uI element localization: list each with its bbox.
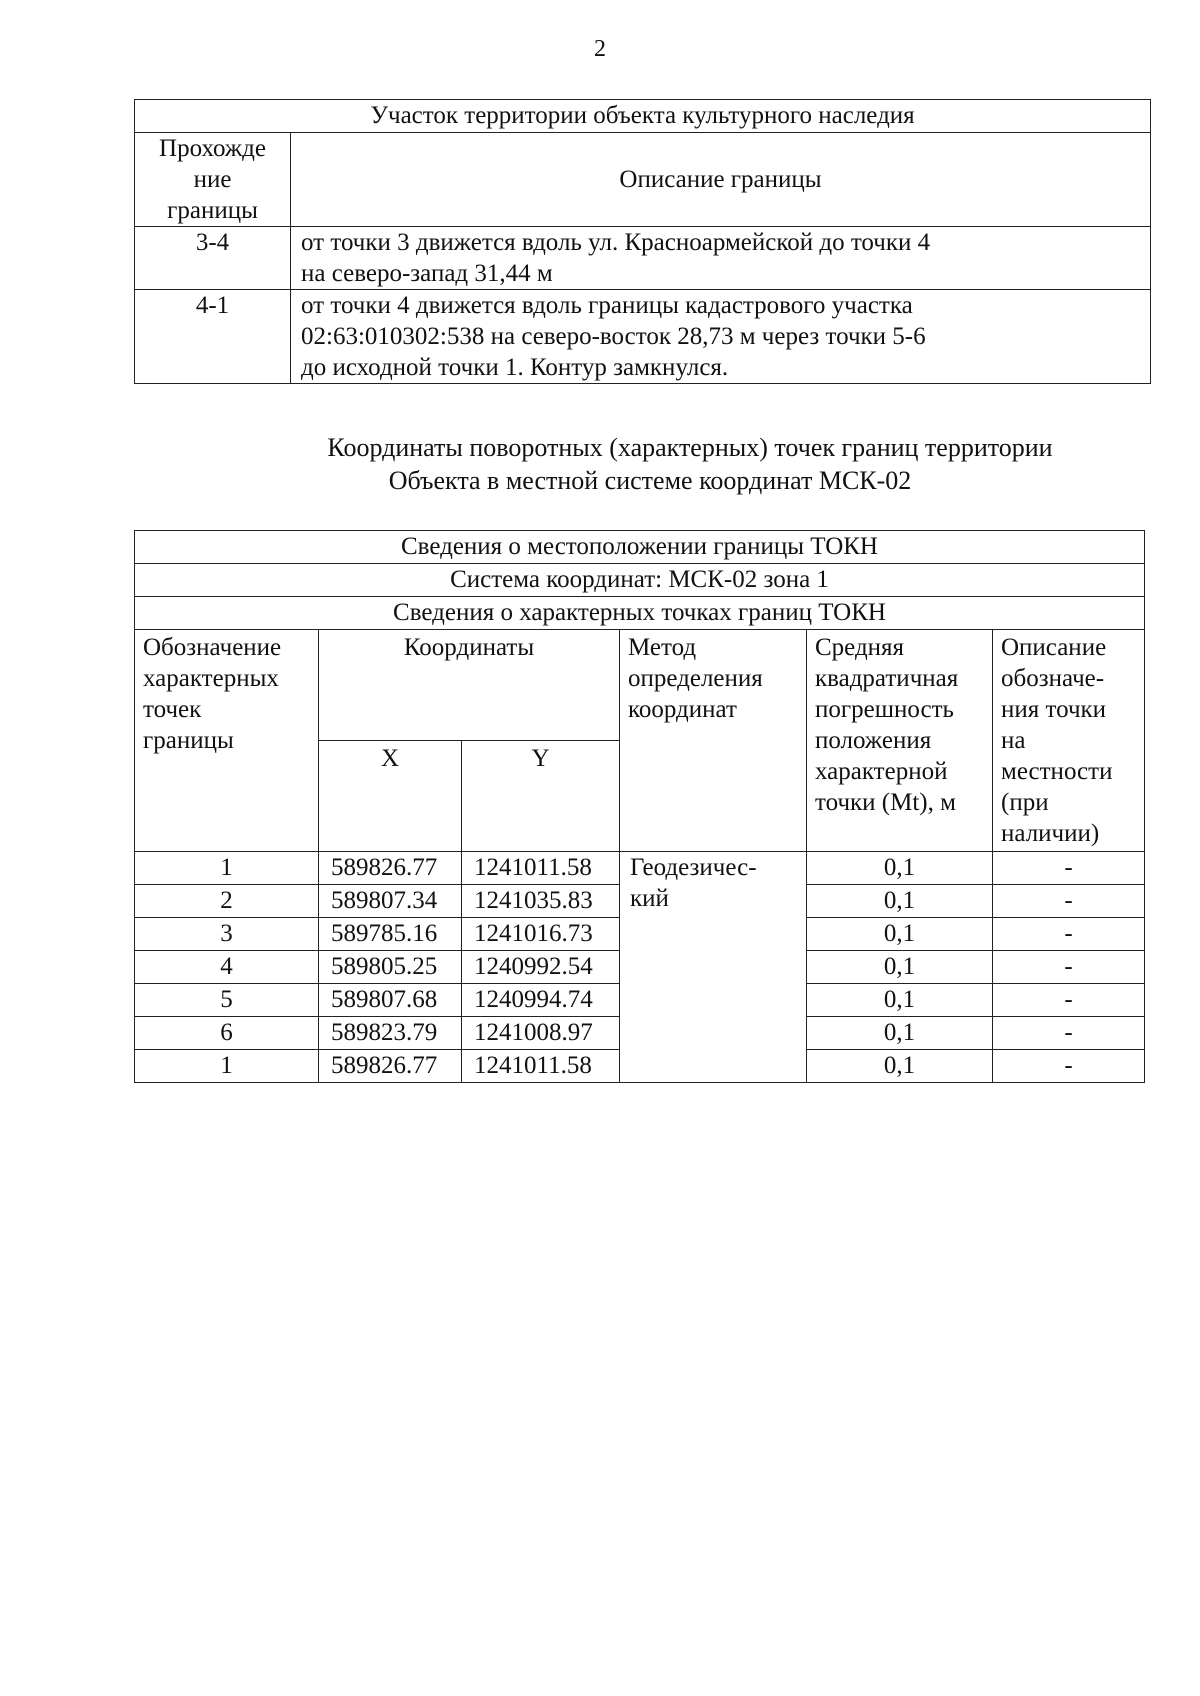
x-cell: 589826.77 bbox=[319, 852, 462, 885]
header-line: ния точки bbox=[1001, 696, 1107, 723]
boundary-title-row bbox=[135, 100, 1151, 133]
header-line: точек bbox=[143, 696, 202, 723]
header-line: обозначе- bbox=[1001, 665, 1105, 692]
coords-header-row bbox=[135, 531, 1145, 564]
coords-header-points: Сведения о характерных точках границ ТОКН bbox=[135, 597, 1145, 630]
description-cell bbox=[291, 227, 1151, 290]
header-line: границы bbox=[143, 727, 234, 754]
header-line: местности bbox=[1001, 758, 1113, 785]
point-desc-cell: - bbox=[993, 984, 1145, 1017]
point-cell: 1 bbox=[135, 1050, 319, 1083]
header-line: положения bbox=[815, 727, 932, 754]
col-segment-line: ние bbox=[193, 166, 232, 193]
error-cell: 0,1 bbox=[807, 1017, 993, 1050]
col-error-header bbox=[807, 630, 993, 852]
point-desc-cell: - bbox=[993, 1050, 1145, 1083]
col-desc-header bbox=[993, 630, 1145, 852]
boundary-table-title: Участок территории объекта культурного наследия bbox=[135, 100, 1151, 133]
y-cell: 1241011.58 bbox=[462, 1050, 620, 1083]
y-cell: 1240994.74 bbox=[462, 984, 620, 1017]
boundary-header-row bbox=[135, 133, 1151, 227]
description-line: от точки 4 движется вдоль границы кадастрового участка bbox=[301, 292, 913, 319]
coords-header-system: Система координат: МСК-02 зона 1 bbox=[135, 564, 1145, 597]
method-line: кий bbox=[630, 885, 669, 912]
col-point-header bbox=[135, 630, 319, 852]
header-line: наличии) bbox=[1001, 820, 1100, 847]
error-cell: 0,1 bbox=[807, 951, 993, 984]
header-line: Метод bbox=[628, 634, 697, 661]
point-desc-cell: - bbox=[993, 1017, 1145, 1050]
method-cell bbox=[620, 852, 807, 1083]
header-line: на bbox=[1001, 727, 1026, 754]
description-line: от точки 3 движется вдоль ул. Красноармейской до точки 4 bbox=[301, 229, 931, 256]
description-cell bbox=[291, 290, 1151, 384]
header-line: точки (Mt), м bbox=[815, 789, 956, 816]
point-cell: 6 bbox=[135, 1017, 319, 1050]
x-cell: 589807.34 bbox=[319, 885, 462, 918]
method-line: Геодезичес- bbox=[630, 854, 757, 881]
col-segment-line: Прохожде bbox=[159, 135, 266, 162]
description-line: на северо-запад 31,44 м bbox=[301, 260, 553, 287]
point-cell: 1 bbox=[135, 852, 319, 885]
col-coords-header: Координаты bbox=[319, 630, 620, 741]
x-cell: 589785.16 bbox=[319, 918, 462, 951]
header-line: (при bbox=[1001, 789, 1049, 816]
error-cell: 0,1 bbox=[807, 984, 993, 1017]
point-desc-cell: - bbox=[993, 918, 1145, 951]
point-cell: 5 bbox=[135, 984, 319, 1017]
point-cell: 4 bbox=[135, 951, 319, 984]
coords-header-location: Сведения о местоположении границы ТОКН bbox=[135, 531, 1145, 564]
error-cell: 0,1 bbox=[807, 885, 993, 918]
point-cell: 2 bbox=[135, 885, 319, 918]
col-description-header: Описание границы bbox=[291, 133, 1151, 227]
header-line: характерных bbox=[143, 665, 279, 692]
point-desc-cell: - bbox=[993, 852, 1145, 885]
y-cell: 1241011.58 bbox=[462, 852, 620, 885]
coords-column-header-row bbox=[135, 630, 1145, 741]
header-line: определения bbox=[628, 665, 763, 692]
caption-line-1: Координаты поворотных (характерных) точек границ территории bbox=[327, 433, 1053, 462]
segment-cell: 3-4 bbox=[135, 227, 291, 290]
description-line: 02:63:010302:538 на северо-восток 28,73 м через точки 5-6 bbox=[301, 323, 926, 350]
col-y-header: Y bbox=[462, 741, 620, 852]
segment-cell: 4-1 bbox=[135, 290, 291, 384]
point-cell: 3 bbox=[135, 918, 319, 951]
coords-header-row bbox=[135, 597, 1145, 630]
header-line: Описание bbox=[1001, 634, 1107, 661]
boundary-table bbox=[134, 99, 1151, 384]
error-cell: 0,1 bbox=[807, 918, 993, 951]
y-cell: 1240992.54 bbox=[462, 951, 620, 984]
caption-line-2: Объекта в местной системе координат МСК-02 bbox=[388, 466, 912, 495]
coords-header-row bbox=[135, 564, 1145, 597]
table-row bbox=[135, 852, 1145, 885]
header-line: Обозначение bbox=[143, 634, 282, 661]
col-x-header: X bbox=[319, 741, 462, 852]
x-cell: 589805.25 bbox=[319, 951, 462, 984]
y-cell: 1241008.97 bbox=[462, 1017, 620, 1050]
error-cell: 0,1 bbox=[807, 852, 993, 885]
page-number: 2 bbox=[594, 36, 606, 62]
col-method-header bbox=[620, 630, 807, 852]
description-line: до исходной точки 1. Контур замкнулся. bbox=[301, 354, 729, 381]
header-line: Средняя bbox=[815, 634, 905, 661]
table-row bbox=[135, 227, 1151, 290]
x-cell: 589823.79 bbox=[319, 1017, 462, 1050]
point-desc-cell: - bbox=[993, 885, 1145, 918]
header-line: координат bbox=[628, 696, 737, 723]
y-cell: 1241035.83 bbox=[462, 885, 620, 918]
header-line: погрешность bbox=[815, 696, 954, 723]
table-row bbox=[135, 290, 1151, 384]
col-segment-line: границы bbox=[167, 197, 258, 224]
x-cell: 589807.68 bbox=[319, 984, 462, 1017]
header-line: квадратичная bbox=[815, 665, 959, 692]
x-cell: 589826.77 bbox=[319, 1050, 462, 1083]
header-line: характерной bbox=[815, 758, 948, 785]
error-cell: 0,1 bbox=[807, 1050, 993, 1083]
point-desc-cell: - bbox=[993, 951, 1145, 984]
col-segment-header bbox=[135, 133, 291, 227]
y-cell: 1241016.73 bbox=[462, 918, 620, 951]
coordinates-table bbox=[134, 530, 1145, 1083]
